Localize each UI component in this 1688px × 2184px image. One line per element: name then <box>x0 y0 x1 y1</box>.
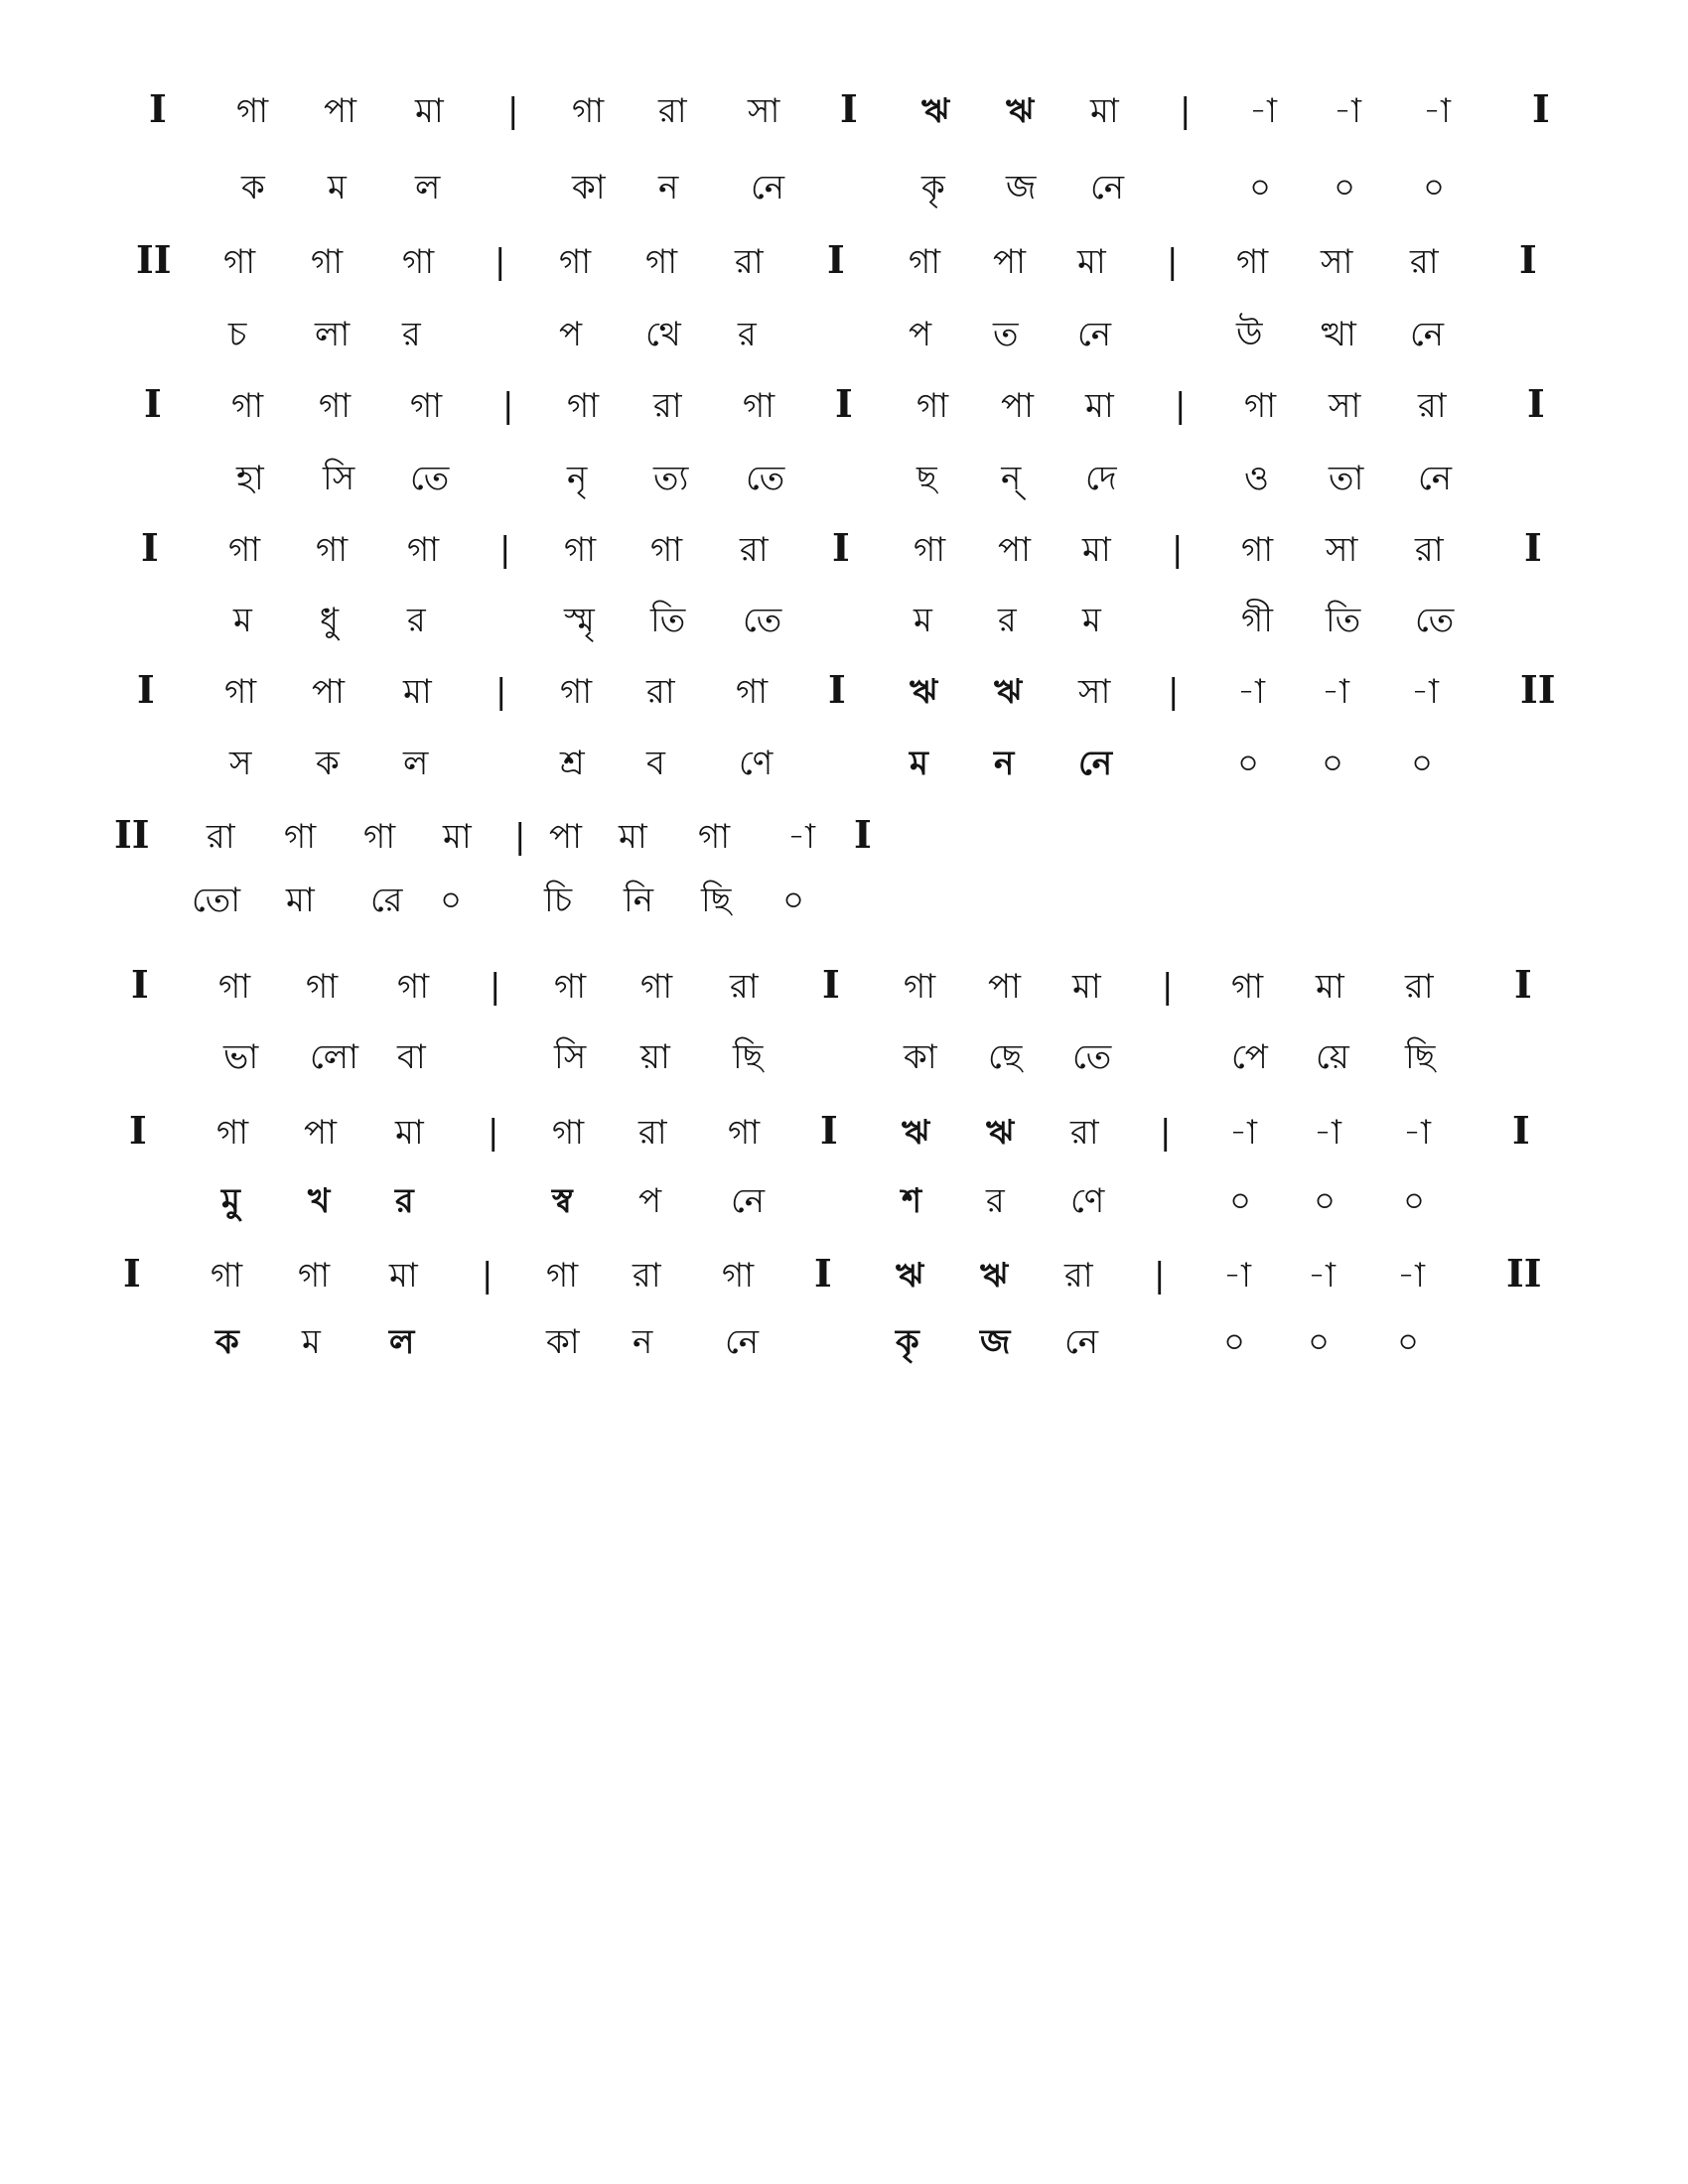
swara-note: রা <box>1064 1256 1093 1296</box>
swara-note: গা <box>231 386 264 426</box>
swara-note: গা <box>640 967 673 1007</box>
lyric-syllable: ছি <box>733 1037 764 1077</box>
swara-note: ঋ <box>910 672 938 712</box>
swara-note: -া <box>1322 672 1349 712</box>
swara-note: -া <box>1423 91 1451 131</box>
swara-note: সা <box>1329 386 1361 426</box>
beat-separator: | <box>1175 386 1187 426</box>
lyric-syllable: ০ <box>1229 1181 1252 1221</box>
barline-mark: I <box>832 525 850 570</box>
swara-note: গা <box>722 1256 755 1296</box>
swara-note: পা <box>1001 386 1034 426</box>
lyric-syllable: র <box>738 315 757 354</box>
swara-note: ঋ <box>896 1256 924 1296</box>
swara-note: গা <box>916 386 949 426</box>
lyric-syllable: নে <box>1410 315 1445 354</box>
barline-mark: I <box>835 381 853 426</box>
swara-note: পা <box>549 817 582 857</box>
lyric-syllable: সি <box>323 459 355 498</box>
lyric-syllable: নে <box>751 168 785 207</box>
swara-note: -া <box>1411 672 1439 712</box>
swara-note: -া <box>1249 91 1277 131</box>
swara-note: -া <box>1334 91 1361 131</box>
barline-mark: I <box>1527 381 1545 426</box>
swara-note: রা <box>633 1256 661 1296</box>
swara-note: রা <box>730 967 759 1007</box>
lyric-syllable: তে <box>746 459 785 498</box>
beat-separator: | <box>507 91 519 131</box>
swara-note: গা <box>223 242 256 282</box>
barline-mark: I <box>149 86 167 131</box>
lyric-syllable: কা <box>546 1322 580 1362</box>
barline-mark: I <box>1514 962 1532 1007</box>
swara-note: গা <box>698 817 731 857</box>
lyric-syllable: র <box>402 315 421 354</box>
beat-separator: | <box>1172 530 1184 570</box>
lyric-syllable: কৃ <box>896 1322 919 1362</box>
swara-note: পা <box>312 672 345 712</box>
beat-separator: | <box>495 672 507 712</box>
swara-note: গা <box>904 967 936 1007</box>
swara-note: গা <box>572 91 605 131</box>
lyric-syllable: ০ <box>1308 1322 1331 1362</box>
beat-separator: | <box>488 1113 499 1153</box>
barline-mark: I <box>828 667 846 712</box>
swara-note: রা <box>1418 386 1447 426</box>
swara-note: গা <box>728 1113 761 1153</box>
swara-note: গা <box>236 91 269 131</box>
lyric-syllable: তি <box>1326 601 1361 640</box>
lyric-syllable: নি <box>624 881 654 920</box>
swara-note: গা <box>306 967 339 1007</box>
swara-note: রা <box>207 817 235 857</box>
lyric-syllable: প <box>559 315 583 354</box>
lyric-syllable: ক <box>316 744 340 783</box>
swara-note: গা <box>909 242 941 282</box>
swara-note: গা <box>218 967 251 1007</box>
lyric-syllable: তে <box>1072 1037 1112 1077</box>
swara-note: গা <box>402 242 435 282</box>
swara-note: গা <box>216 1113 249 1153</box>
swara-note: গা <box>554 967 587 1007</box>
swara-note: সা <box>1321 242 1353 282</box>
swara-note: মা <box>1090 91 1119 131</box>
barline-mark: II <box>136 237 172 282</box>
beat-separator: | <box>502 386 514 426</box>
swara-note: রা <box>646 672 675 712</box>
swara-note: গা <box>410 386 443 426</box>
swara-note: গা <box>1231 967 1264 1007</box>
lyric-syllable: শ্র <box>560 744 585 783</box>
swara-note: গা <box>1244 386 1277 426</box>
beat-separator: | <box>1167 242 1179 282</box>
lyric-syllable: হা <box>236 459 264 498</box>
swara-note: পা <box>998 530 1031 570</box>
lyric-syllable: জ <box>1006 168 1037 207</box>
barline-mark: I <box>822 962 840 1007</box>
beat-separator: | <box>482 1256 493 1296</box>
swara-note: রা <box>1405 967 1434 1007</box>
lyric-syllable: গী <box>1241 601 1274 640</box>
swara-note: -া <box>1308 1256 1336 1296</box>
swara-note: গা <box>311 242 344 282</box>
lyric-syllable: উ <box>1236 315 1263 354</box>
swara-note: গা <box>650 530 683 570</box>
lyric-syllable: বা <box>397 1037 426 1077</box>
lyric-syllable: নে <box>731 1181 766 1221</box>
barline-mark: I <box>840 86 858 131</box>
lyric-syllable: লো <box>310 1037 358 1077</box>
swara-note: -া <box>1397 1256 1425 1296</box>
lyric-syllable: কা <box>904 1037 937 1077</box>
swara-note: গা <box>211 1256 243 1296</box>
beat-separator: | <box>1160 1113 1172 1153</box>
lyric-syllable: ল <box>389 1322 415 1362</box>
lyric-syllable: ত <box>993 315 1019 354</box>
swara-note: ঋ <box>1006 91 1035 131</box>
lyric-syllable: ণে <box>739 744 774 783</box>
swara-note: গা <box>1236 242 1269 282</box>
lyric-syllable: তো <box>192 881 241 920</box>
lyric-syllable: ম <box>328 168 347 207</box>
lyric-syllable: নে <box>1078 744 1113 783</box>
lyric-syllable: ভা <box>223 1037 259 1077</box>
lyric-syllable: ০ <box>1334 168 1356 207</box>
lyric-syllable: ন <box>994 744 1015 783</box>
swara-note: গা <box>407 530 440 570</box>
beat-separator: | <box>1162 967 1174 1007</box>
barline-mark: I <box>141 525 159 570</box>
swara-note: -া <box>1403 1113 1431 1153</box>
swara-note: গা <box>1241 530 1274 570</box>
lyric-syllable: ম <box>914 601 932 640</box>
lyric-syllable: ক <box>241 168 265 207</box>
lyric-syllable: প <box>638 1181 662 1221</box>
swara-note: মা <box>389 1256 418 1296</box>
lyric-syllable: ণে <box>1070 1181 1105 1221</box>
swara-note: গা <box>316 530 349 570</box>
lyric-syllable: লা <box>315 315 351 354</box>
swara-note: পা <box>988 967 1021 1007</box>
swara-note: পা <box>304 1113 337 1153</box>
swara-note: গা <box>567 386 600 426</box>
barline-mark: II <box>114 812 150 857</box>
lyric-syllable: র <box>407 601 426 640</box>
swara-note: গা <box>736 672 769 712</box>
swara-note: গা <box>559 242 592 282</box>
swara-note: রা <box>1410 242 1439 282</box>
lyric-syllable: য়ে <box>1316 1037 1349 1077</box>
lyric-syllable: প <box>909 315 932 354</box>
lyric-syllable: নে <box>1090 168 1125 207</box>
swara-note: পা <box>324 91 356 131</box>
swara-note: ঋ <box>902 1113 930 1153</box>
lyric-syllable: শ <box>902 1181 922 1221</box>
lyric-syllable: ম <box>910 744 928 783</box>
lyric-syllable: স <box>229 744 252 783</box>
barline-mark: I <box>1524 525 1542 570</box>
swara-note: গা <box>363 817 396 857</box>
swara-note: ঋ <box>980 1256 1009 1296</box>
barline-mark: I <box>131 962 149 1007</box>
lyric-syllable: নৃ <box>567 459 588 498</box>
lyric-syllable: ত্য <box>653 459 689 498</box>
swara-note: গা <box>298 1256 331 1296</box>
lyric-syllable: মা <box>286 881 315 920</box>
lyric-syllable: তে <box>410 459 450 498</box>
lyric-syllable: তা <box>1329 459 1364 498</box>
swara-note: রা <box>740 530 769 570</box>
lyric-syllable: কৃ <box>921 168 945 207</box>
lyric-syllable: তে <box>1415 601 1455 640</box>
swara-note: মা <box>395 1113 424 1153</box>
swara-note: -া <box>1314 1113 1341 1153</box>
lyric-syllable: ছ <box>916 459 937 498</box>
beat-separator: | <box>499 530 511 570</box>
swara-note: ঋ <box>921 91 950 131</box>
lyric-syllable: ম <box>233 601 252 640</box>
lyric-syllable: খ <box>308 1181 331 1221</box>
lyric-syllable: থে <box>645 315 681 354</box>
swara-note: সা <box>1078 672 1111 712</box>
swara-note: রা <box>735 242 764 282</box>
swara-note: -া <box>1229 1113 1257 1153</box>
lyric-syllable: ছি <box>701 881 732 920</box>
barline-mark: I <box>814 1251 832 1296</box>
swara-note: -া <box>1237 672 1265 712</box>
beat-separator: | <box>514 817 526 857</box>
lyric-syllable: জ <box>980 1322 1011 1362</box>
lyric-syllable: রে <box>370 881 403 920</box>
lyric-syllable: ব <box>646 744 665 783</box>
lyric-syllable: ল <box>415 168 441 207</box>
lyric-syllable: নে <box>725 1322 760 1362</box>
lyric-syllable: ক <box>215 1322 239 1362</box>
swara-note: গা <box>284 817 317 857</box>
swara-note: পা <box>993 242 1026 282</box>
beat-separator: | <box>1180 91 1192 131</box>
swara-note: -া <box>1223 1256 1251 1296</box>
lyric-syllable: ম <box>1082 601 1101 640</box>
lyric-syllable: ০ <box>1397 1322 1420 1362</box>
lyric-syllable: ০ <box>440 881 463 920</box>
swara-note: মা <box>1077 242 1106 282</box>
lyric-syllable: ০ <box>782 881 805 920</box>
swara-note: রা <box>1415 530 1444 570</box>
lyric-syllable: মু <box>221 1181 240 1221</box>
barline-mark: I <box>1532 86 1550 131</box>
lyric-syllable: ন <box>658 168 679 207</box>
swara-note: গা <box>228 530 261 570</box>
lyric-syllable: ০ <box>1423 168 1446 207</box>
swara-note: রা <box>653 386 682 426</box>
swara-note: গা <box>743 386 775 426</box>
barline-mark: I <box>123 1251 141 1296</box>
swara-note: রা <box>658 91 687 131</box>
lyric-syllable: ন্ <box>1001 459 1022 498</box>
swara-note: গা <box>564 530 597 570</box>
barline-mark: I <box>137 667 155 712</box>
lyric-syllable: নে <box>1418 459 1453 498</box>
beat-separator: | <box>490 967 501 1007</box>
lyric-syllable: ০ <box>1249 168 1272 207</box>
barline-mark: I <box>129 1108 147 1153</box>
lyric-syllable: য়া <box>640 1037 670 1077</box>
barline-mark: I <box>144 381 162 426</box>
swara-note: মা <box>619 817 647 857</box>
lyric-syllable: সি <box>554 1037 587 1077</box>
lyric-syllable: তে <box>743 601 782 640</box>
swara-note: গা <box>546 1256 579 1296</box>
swara-note: রা <box>1070 1113 1099 1153</box>
swara-note: গা <box>914 530 946 570</box>
lyric-syllable: তি <box>650 601 686 640</box>
lyric-syllable: ০ <box>1237 744 1260 783</box>
lyric-syllable: ০ <box>1403 1181 1426 1221</box>
swara-note: -া <box>787 817 815 857</box>
swara-note: মা <box>443 817 472 857</box>
beat-separator: | <box>494 242 506 282</box>
lyric-syllable: র <box>395 1181 414 1221</box>
swara-note: মা <box>415 91 444 131</box>
lyric-syllable: পে <box>1231 1037 1268 1077</box>
lyric-syllable: ছি <box>1405 1037 1436 1077</box>
swara-note: গা <box>552 1113 585 1153</box>
swara-note: মা <box>1072 967 1101 1007</box>
lyric-syllable: নে <box>1064 1322 1099 1362</box>
lyric-syllable: ত্থা <box>1321 315 1356 354</box>
swara-note: গা <box>560 672 593 712</box>
barline-mark: I <box>1512 1108 1530 1153</box>
lyric-syllable: র <box>998 601 1017 640</box>
lyric-syllable: ০ <box>1411 744 1434 783</box>
lyric-syllable: স্মৃ <box>564 601 595 640</box>
lyric-syllable: ন <box>633 1322 653 1362</box>
barline-mark: I <box>1519 237 1537 282</box>
lyric-syllable: চ <box>228 315 247 354</box>
lyric-syllable: ধু <box>320 601 340 640</box>
swara-note: সা <box>1326 530 1358 570</box>
swara-note: ঋ <box>994 672 1023 712</box>
barline-mark: II <box>1520 667 1556 712</box>
lyric-syllable: ০ <box>1223 1322 1246 1362</box>
lyric-syllable: র <box>986 1181 1005 1221</box>
swara-note: ঋ <box>986 1113 1015 1153</box>
lyric-syllable: ০ <box>1314 1181 1336 1221</box>
barline-mark: I <box>827 237 845 282</box>
swara-note: রা <box>638 1113 667 1153</box>
lyric-syllable: ল <box>403 744 429 783</box>
swara-note: মা <box>1316 967 1344 1007</box>
swara-note: গা <box>224 672 257 712</box>
swara-note: মা <box>1085 386 1114 426</box>
swara-note: গা <box>319 386 352 426</box>
lyric-syllable: ছে <box>988 1037 1023 1077</box>
lyric-syllable: ম <box>302 1322 321 1362</box>
swara-note: সা <box>748 91 780 131</box>
swara-note: গা <box>397 967 430 1007</box>
barline-mark: I <box>854 812 872 857</box>
barline-mark: II <box>1506 1251 1542 1296</box>
swara-note: মা <box>403 672 432 712</box>
lyric-syllable: চি <box>544 881 573 920</box>
swara-note: মা <box>1082 530 1111 570</box>
beat-separator: | <box>1168 672 1180 712</box>
lyric-syllable: দে <box>1085 459 1117 498</box>
lyric-syllable: কা <box>572 168 606 207</box>
beat-separator: | <box>1154 1256 1166 1296</box>
lyric-syllable: নে <box>1077 315 1112 354</box>
barline-mark: I <box>820 1108 838 1153</box>
lyric-syllable: ও <box>1244 459 1270 498</box>
lyric-syllable: স্ব <box>552 1181 573 1221</box>
swara-note: গা <box>645 242 678 282</box>
lyric-syllable: ০ <box>1322 744 1344 783</box>
